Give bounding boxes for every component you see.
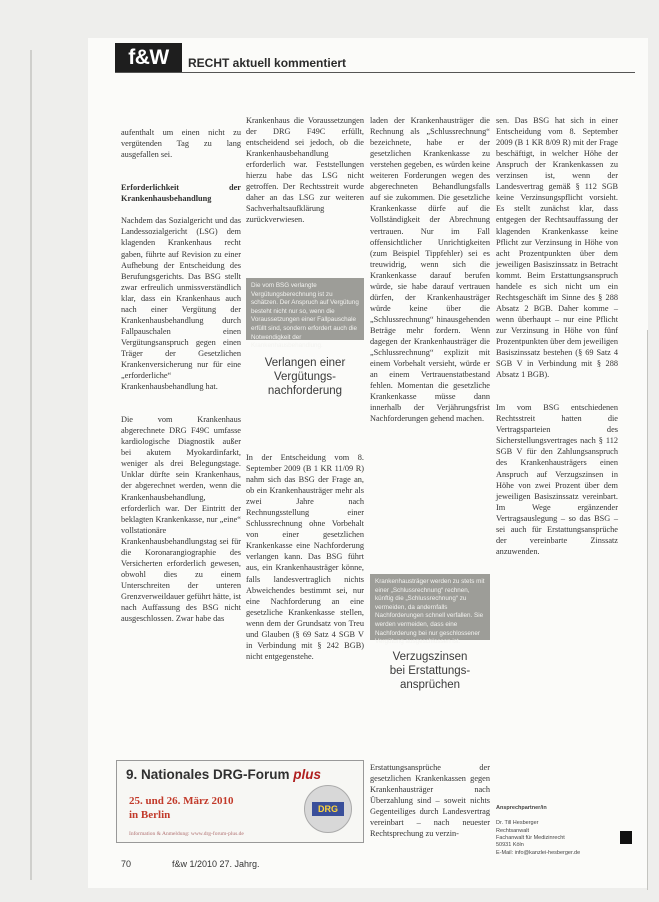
issue-info: f&w 1/2010 27. Jahrg. — [172, 859, 260, 869]
column-4-paragraph-2: Im vom BSG entschiedenen Rechtsstreit hatten die Vertragsparteien des Sicherstellungsvertrages nach § 112 SGB V für den Zahlungsanspruch des Krankenhausträgers einen Anspruch auf Verzugszinsen in Höhe von zwei Prozent über dem jeweiligen Basiszinssatz vereinbart. Im Wege ergänzender Vertragsauslegung – so das BSG – sei auch für Erstattungsansprüche der vereinbarte Zinssatz anzuwenden. — [496, 403, 618, 556]
column-1-intro: aufenthalt um einen nicht zu vergütenden Tag zu lang ausgefallen sei. — [121, 128, 241, 160]
article-column-1 — [121, 116, 241, 635]
magazine-logo: f&W — [115, 43, 182, 73]
pull-quote-box-2: Krankenhausträger werden zu stets mit einer „Schlussrechnung“ rechnen, künftig die „Schlussrechnung“ zu vermeiden, da andernfalls Nachforderungen schnell verfallen. Sie werden vermeiden, dass eine Nachforderung bei nur geschlossener Vergütung ausgeschlossen ist. — [370, 574, 490, 640]
article-column-3 — [370, 104, 490, 435]
column-3-paragraph-2: Erstattungsansprüche der gesetzlichen Krankenkassen gegen Krankenhausträger nach Überzahlung sind – soweit nichts Gegenteiliges durch Landesvertrag vereinbart – nach neuester Rechtsprechung zu verzin- — [370, 763, 490, 839]
drg-forum-logo-icon — [304, 785, 352, 833]
scan-edge-left — [30, 50, 32, 880]
ad-date: 25. und 26. März 2010 in Berlin — [129, 795, 234, 821]
article-column-4 — [496, 104, 618, 568]
page-number: 70 — [121, 859, 132, 869]
subheading-verguetungsnachforderung: Verlangen einer Vergütungs- nachforderung — [264, 357, 346, 397]
scan-edge-right — [647, 330, 648, 890]
contact-info — [496, 798, 596, 865]
contact-heading: Ansprechpartner/in — [496, 805, 547, 812]
pull-quote-box-1: Die vom BSG verlangte Vergütungsberechnung ist zu schätzen. Der Anspruch auf Vergütung besteht nicht nur so, wenn die Voraussetzungen einer Fallpauschale erfüllt sind, sondern erfordert auch die Notwendigkeit der Krankenhausbehandlung. — [246, 278, 364, 340]
column-4-paragraph-1: sen. Das BSG hat sich in einer Entscheidung vom 8. September 2009 (B 1 KR 8/09 R) mit der Frage beschäftigt, in welcher Höhe der Anspruch der Krankenkassen zu verzinsen ist, wenn der Landesvertrag gemäß § 112 SGB keine Verzinsungspflicht vorsieht. Es stellt zunächst klar, dass entgegen der Rechtsauffassung der klagenden Krankenkasse keine Pflicht zur Verzinsung in Höhe von acht Prozentpunkten über dem jeweiligen Basiszinssatz in Betracht kommt. Beim Erstattungsanspruch handele es sich nicht um ein Rechtsgeschäft im Sinne des § 288 Absatz 2 BGB. Daher komme – wenn überhaupt – nur eine Pflicht zur Verzinsung in Höhe von fünf Prozentpunkten über dem jeweiligen Basiszinssatz bestehen (§ 69 Satz 4 SGB V in Verbindung mit § 288 Absatz 1 BGB). — [496, 116, 618, 380]
column-2-paragraph-1: Krankenhaus die Voraussetzungen der DRG F49C erfüllt, entscheidend sei jedoch, ob die Krankenhausbehandlung erforderlich war. Feststellungen hierzu habe das LSG nicht getroffen. Der Rechtsstreit wurde daher an das LSG zur weiteren Sachverhaltsaufklärung zurückverwiesen. — [246, 116, 364, 225]
contact-details: Dr. Till Hesberger Rechtsanwalt Fachanwalt für Medizinrecht 50931 Köln E-Mail: info@kanzlei-hesberger.de — [496, 820, 581, 856]
ad-title — [126, 767, 321, 782]
drg-forum-advertisement[interactable] — [116, 760, 364, 843]
ad-title-plus: plus — [293, 767, 322, 782]
ad-title-main: 9. Nationales DRG-Forum — [126, 767, 290, 782]
end-mark-square — [620, 831, 632, 844]
column-3-paragraph-1: laden der Krankenhausträger die Rechnung als „Schlussrechnung“ bezeichnete, habe er der gesetzlichen Krankenkasse zu verstehen gegeben, es würden keine weiteren Forderungen wegen des abgerechneten Behandlungsfalls auf sie zukommen. Die gesetzliche Krankenkasse dürfe auf die Vollständigkeit der Abrechnung vertrauen. Nur im Fall offensichtlicher Unrichtigkeiten (zum Beispiel Tippfehler) sei es treuwidrig, wenn sich die Krankenkasse darauf berufen würde, sie habe darauf vertrauen dürfen, der Krankenhausträger würde keine über die „Schlussrechnung“ hinausgehenden Beträge mehr fordern. Wenn dagegen der Krankenhausträger die „Schlussrechnung“ explizit mit einem Vorbehalt versieht, würde er an einem Vertrauenstatbestand fehlen. Momentan die gesetzliche Krankenkasse müsse dann innerhalb der Verjährungsfrist Nachforderungen gehend machen. — [370, 116, 490, 424]
subheading-verzugszinsen: Verzugszinsen bei Erstattungs- ansprüchen — [389, 651, 471, 691]
drg-logo-text: DRG — [312, 802, 344, 816]
header-divider — [115, 72, 635, 73]
column-1-paragraph-2: Die vom Krankenhaus abgerechnete DRG F49C umfasse kardiologische Diagnostik außer bei akutem Myokardinfarkt, weniger als drei Belegungstage. Unklar dürfte sein Krankenhaus, der abgerechnet werden, wenn die Krankenhausbehandlung, erforderlich war. Der Eintritt der beklagten Krankenkasse, nur „eine“ vollstationäre Krankenhausbehandlungstag sei für die Koronarangiographie des Versicherten erforderlich gewesen, obwohl dies zu einem Unterschreiten der unteren Grenzverweildauer geführt hätte, ist nach Auffassung des BSG nicht ausgeschlossen. Zwar habe das — [121, 415, 241, 624]
section-title: RECHT aktuell kommentiert — [188, 56, 347, 70]
column-2-paragraph-2: In der Entscheidung vom 8. September 2009 (B 1 KR 11/09 R) nahm sich das BSG der Frage an, ob ein Krankenhausträger mehr als zwei Jahre nach Rechnungsstellung einer Schlussrechnung ohne Vorbehalt von einer gesetzlichen Krankenkasse eine Nachforderung verlangen kann. Das BSG führt aus, ein Krankenhausträger könne, falls landesvertraglich nichts Abweichendes bestimmt sei, nur eine Nachforderung an eine gesetzliche Krankenkasse stellen, wenn dem der Grundsatz von Treu und Glauben (§ 69 Satz 4 SGB V in Verbindung mit § 242 BGB) nicht entgegenstehe. — [246, 453, 364, 661]
ad-footer-text: Information & Anmeldung: www.drg-forum-plus.de — [129, 831, 244, 837]
article-column-2 — [246, 104, 364, 237]
heading-erforderlichkeit: Erforderlichkeit der Krankenhausbehandlung — [121, 183, 241, 204]
column-1-paragraph-1: Nachdem das Sozialgericht und das Landessozialgericht (LSG) dem klagenden Krankenhaus recht gaben, führte auf Revision zu einer Aufhebung der Entscheidung des Berufungsgerichts. Das BSG stellt zwar erfreulich unmissverständlich klar, dass ein Krankenhaus auch nach einer Vergütung der Krankenhausbehandlung durch Fallpauschalen einen Vergütungsanspruch gegen einen Träger der Gesetzlichen Krankenversicherung nur für eine „erforderliche“ Krankenhausbehandlung hat. — [121, 216, 241, 392]
